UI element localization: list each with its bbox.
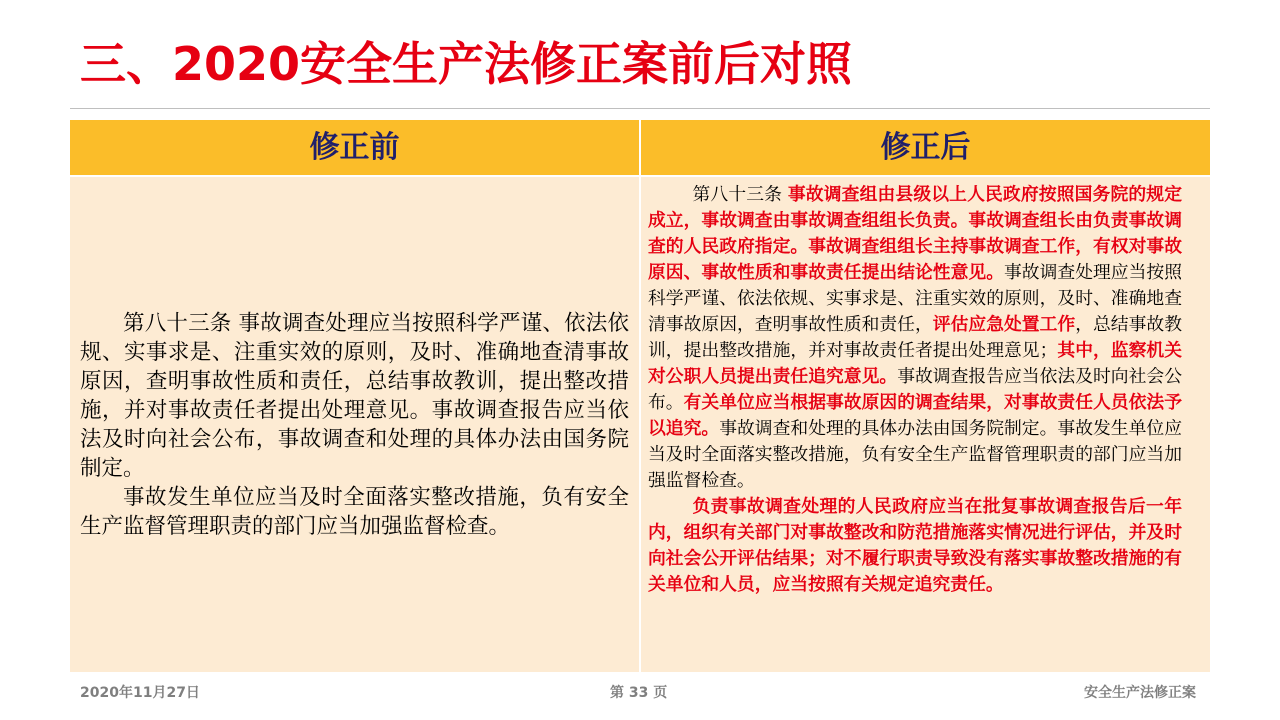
- cell-before-text: [80, 309, 629, 541]
- before-paragraph-2: 事故发生单位应当及时全面落实整改措施，负有安全生产监督管理职责的部门应当加强监督检查。: [80, 484, 629, 539]
- footer-page-number: 第 33 页: [610, 685, 668, 701]
- title-divider: [70, 108, 1210, 109]
- cell-after: [648, 182, 1182, 598]
- slide-title: 三、2020安全生产法修正案前后对照: [80, 37, 853, 91]
- column-divider: [639, 120, 641, 672]
- footer-date: 2020年11月27日: [80, 685, 200, 701]
- before-paragraph-1: 第八十三条 事故调查处理应当按照科学严谨、依法依规、实事求是、注重实效的原则，及时、准确地查清事故原因，查明事故性质和责任，总结事故教训，提出整改措施，并对事故责任者提出处理意见。事故调查报告应当依法及时向社会公布，事故调查和处理的具体办法由国务院制定。: [80, 310, 629, 481]
- after-paragraph-1: [648, 182, 1182, 494]
- retained-text-principles: 事故调查处理应当按照科学严谨、依法依规、实事求是、注重实效的原则，及时、准确地查清事故原因，查明事故性质和责任，: [648, 262, 1182, 335]
- header-after: 修正后: [641, 120, 1210, 175]
- article-number: 第八十三条: [692, 184, 788, 205]
- header-before: 修正前: [70, 120, 639, 175]
- retained-text-lessons: ，总结事故教训，提出整改措施，并对事故责任者提出处理意见；: [648, 314, 1182, 361]
- retained-text-rectification: 事故调查和处理的具体办法由国务院制定。事故发生单位应当及时全面落实整改措施，负有安全生产监督管理职责的部门应当加强监督检查。: [648, 418, 1182, 491]
- footer-document-name: 安全生产法修正案: [1084, 685, 1196, 701]
- added-text-investigation-team: 事故调查组由县级以上人民政府按照国务院的规定成立，事故调查由事故调查组组长负责。事故调查组长由负责事故调查的人民政府指定。事故调查组组长主持事故调查工作，有权对事故原因、事故性质和事故责任提出结论性意见。: [648, 184, 1182, 283]
- added-text-supervisory-organ: 其中，监察机关对公职人员提出责任追究意见。: [648, 340, 1182, 387]
- cell-before: [80, 177, 629, 672]
- comparison-table: [70, 120, 1210, 672]
- added-text-accountability: 有关单位应当根据事故原因的调查结果，对事故责任人员依法予以追究。: [648, 392, 1182, 439]
- added-text-emergency-evaluation: 评估应急处置工作: [932, 314, 1076, 335]
- retained-text-report-publication: 事故调查报告应当依法及时向社会公布。: [648, 366, 1182, 413]
- added-paragraph-assessment: 负责事故调查处理的人民政府应当在批复事故调查报告后一年内，组织有关部门对事故整改和防范措施落实情况进行评估，并及时向社会公开评估结果；对不履行职责导致没有落实事故整改措施的有关单位和人员，应当按照有关规定追究责任。: [648, 496, 1182, 595]
